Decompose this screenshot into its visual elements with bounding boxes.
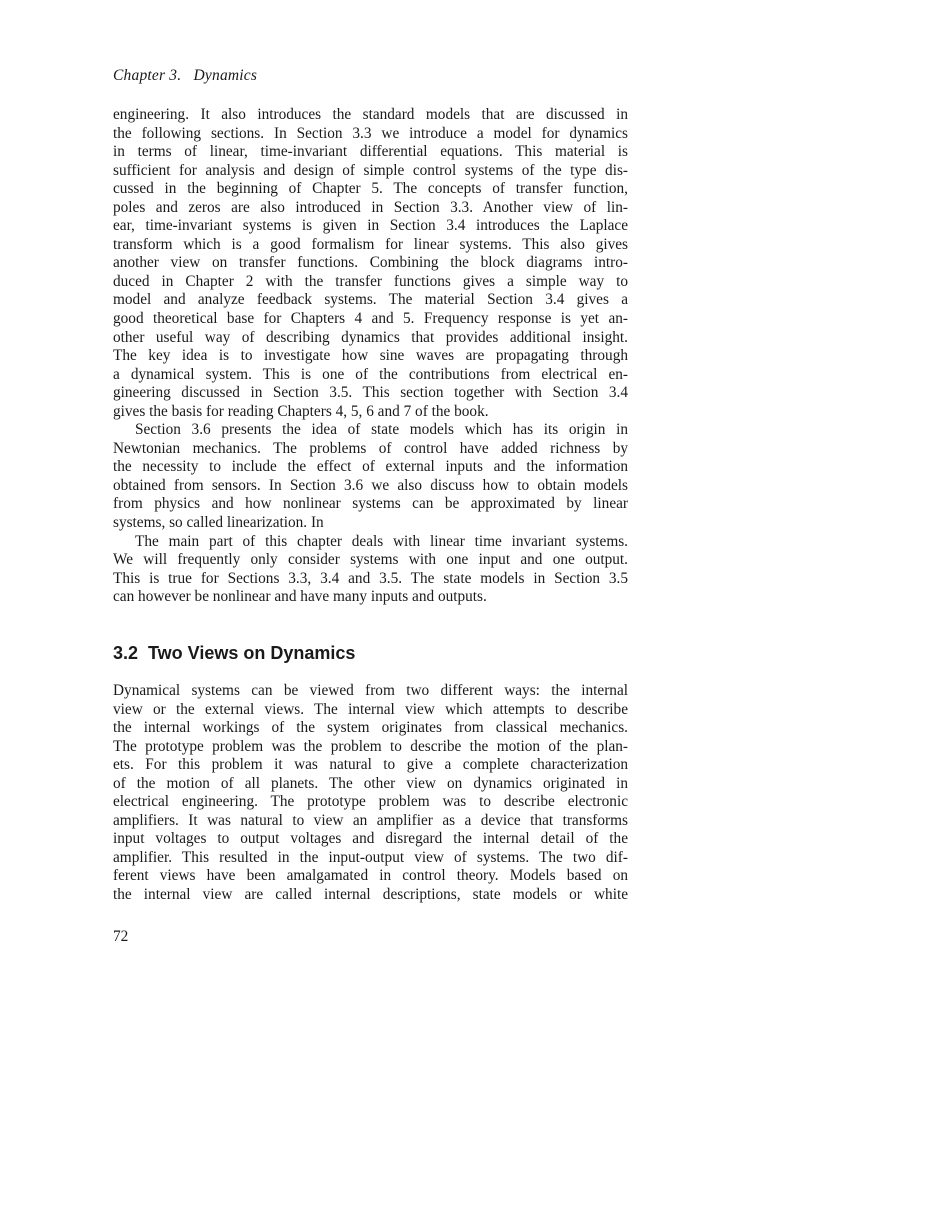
paragraph-line: can however be nonlinear and have many inputs and outputs. [113, 588, 487, 606]
paragraph-line: engineering. It also introduces the standard models that are discussed in [113, 106, 628, 123]
paragraph-line: ferent views have been amalgamated in control theory. Models based on [113, 867, 628, 885]
paragraph-line: cussed in the beginning of Chapter 5. The concepts of transfer function, [113, 180, 628, 198]
paragraph-line: the following sections. In Section 3.3 we introduce a model for dynamics [113, 124, 628, 142]
page-number: 72 [113, 928, 129, 945]
paragraph-line: input voltages to output voltages and disregard the internal detail of the [113, 830, 628, 848]
paragraph-line: in terms of linear, time-invariant differential equations. This material is [113, 143, 628, 161]
paragraph-line: model and analyze feedback systems. The material Section 3.4 gives a [113, 291, 628, 309]
paragraph-line: Newtonian mechanics. The problems of control have added richness by [113, 439, 628, 457]
paragraph-line: another view on transfer functions. Combining the block diagrams intro- [113, 254, 628, 272]
paragraph-line: from physics and how nonlinear systems can be approximated by linear [113, 495, 628, 513]
paragraph-line: of the motion of all planets. The other view on dynamics originated in [113, 774, 628, 792]
section-heading: 3.2 Two Views on Dynamics [113, 643, 356, 663]
paragraph-line: electrical engineering. The prototype problem was to describe electronic [113, 793, 628, 811]
paragraph-line: obtained from sensors. In Section 3.6 we also discuss how to obtain models [113, 476, 628, 494]
paragraph-line: good theoretical base for Chapters 4 and 5. Frequency response is yet an- [113, 310, 628, 328]
paragraph-line: Section 3.6 presents the idea of state models which has its origin in [135, 421, 628, 439]
paragraph-line: systems, so called linearization. In [113, 514, 324, 532]
paragraph-line: transform which is a good formalism for linear systems. This also gives [113, 235, 628, 253]
paragraph-line: gineering discussed in Section 3.5. This section together with Section 3.4 [113, 384, 628, 402]
running-head: Chapter 3. Dynamics [113, 67, 258, 84]
paragraph-line: We will frequently only consider systems with one input and one output. [113, 551, 628, 569]
two-views-paragraph [113, 682, 628, 905]
paragraph-line: a dynamical system. This is one of the contributions from electrical en- [113, 365, 628, 383]
intro-paragraph [113, 106, 628, 607]
paragraph-line: the internal workings of the system originates from classical mechanics. [113, 719, 628, 737]
paragraph-line: The prototype problem was the problem to describe the motion of the plan- [113, 737, 628, 755]
paragraph-line: The key idea is to investigate how sine waves are propagating through [113, 347, 628, 365]
paragraph-line: This is true for Sections 3.3, 3.4 and 3.5. The state models in Section 3.5 [113, 569, 628, 587]
paragraph-line: view or the external views. The internal view which attempts to describe [113, 700, 628, 718]
paragraph-line: gives the basis for reading Chapters 4, 5, 6 and 7 of the book. [113, 402, 489, 420]
paragraph-line: amplifier. This resulted in the input-output view of systems. The two dif- [113, 848, 628, 866]
paragraph-line: The main part of this chapter deals with linear time invariant systems. [135, 532, 628, 550]
paragraph-line: Dynamical systems can be viewed from two different ways: the internal [113, 682, 628, 699]
paragraph-line: duced in Chapter 2 with the transfer functions gives a simple way to [113, 272, 628, 290]
paragraph-line: the necessity to include the effect of external inputs and the information [113, 458, 628, 476]
paragraph-line: the internal view are called internal descriptions, state models or white [113, 886, 628, 904]
paragraph-line: ear, time-invariant systems is given in Section 3.4 introduces the Laplace [113, 217, 628, 235]
paragraph-line: sufficient for analysis and design of simple control systems of the type dis- [113, 161, 628, 179]
paragraph-line: ets. For this problem it was natural to give a complete characterization [113, 756, 628, 774]
paragraph-line: amplifiers. It was natural to view an amplifier as a device that transforms [113, 811, 628, 829]
paragraph-line: poles and zeros are also introduced in Section 3.3. Another view of lin- [113, 198, 628, 216]
paragraph-line: other useful way of describing dynamics that provides additional insight. [113, 328, 628, 346]
